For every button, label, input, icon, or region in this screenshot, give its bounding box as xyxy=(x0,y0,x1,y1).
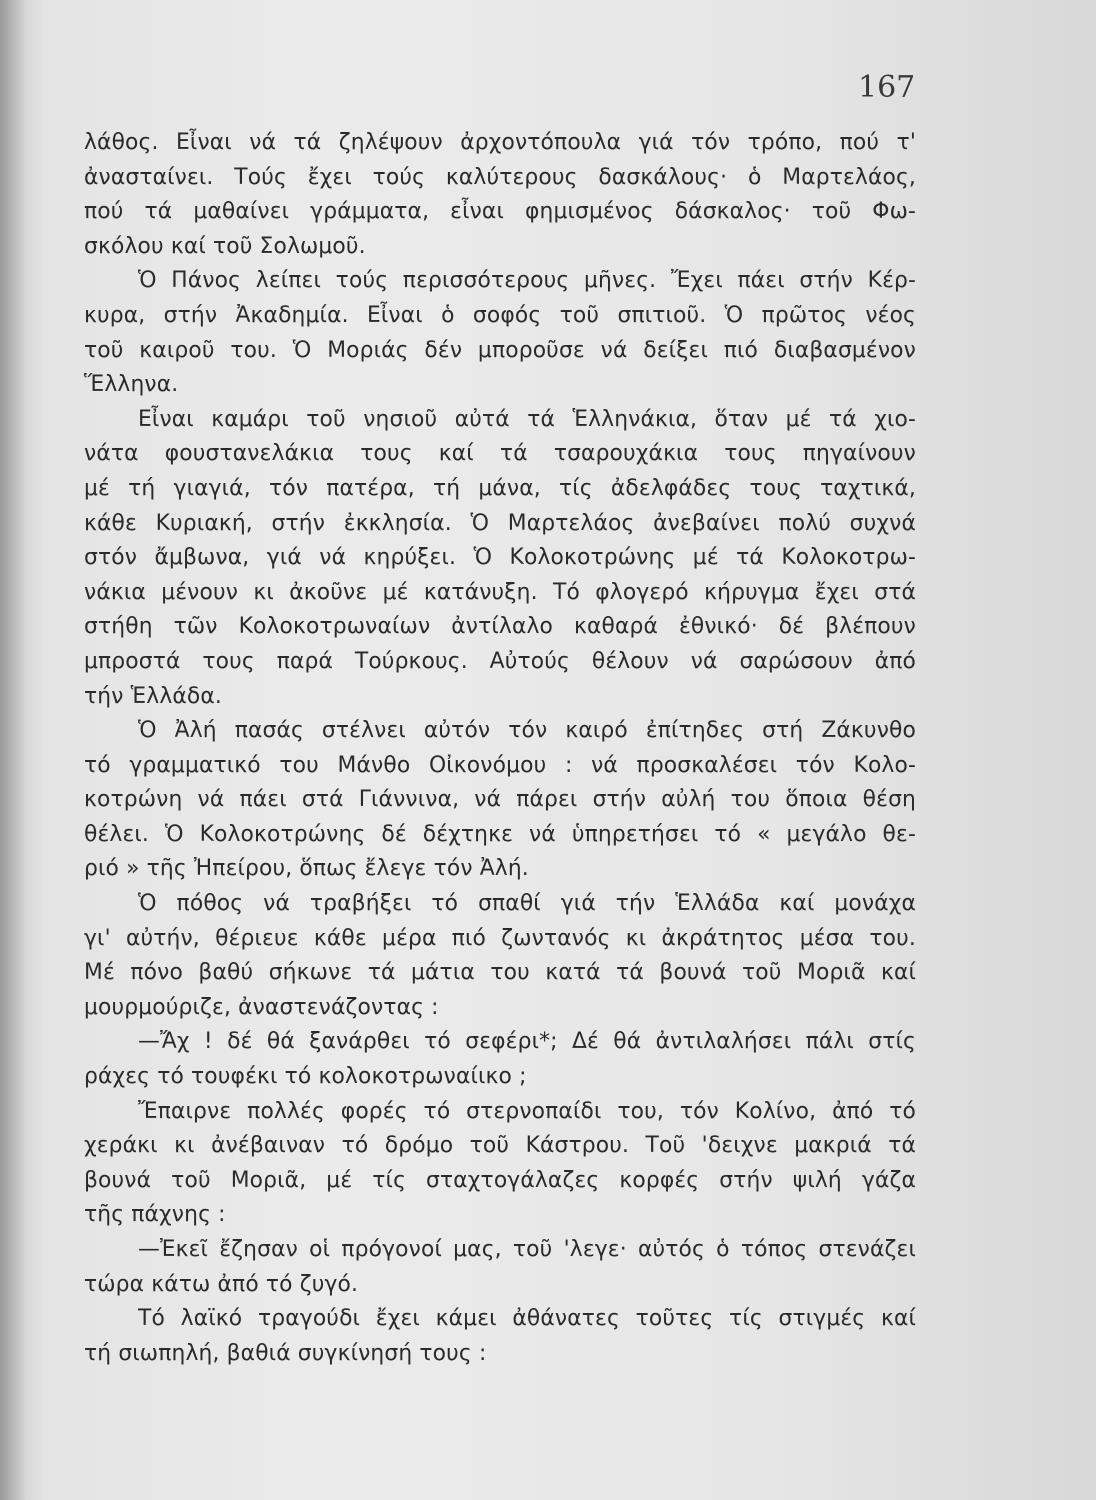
text-line: τή σιωπηλή, βαθιά συγκίνησή τους : xyxy=(84,1340,487,1366)
text-line: ριό » τῆς Ἠπείρου, ὅπως ἔλεγε τόν Ἀλή. xyxy=(84,856,529,882)
text-line: κάθε Κυριακή, στήν ἐκκλησία. Ὁ Μαρτελάος ἀνεβαίνει πολύ συχνά xyxy=(84,510,916,536)
text-line: Μέ πόνο βαθύ σήκωνε τά μάτια του κατά τά βουνά τοῦ Μοριᾶ καί xyxy=(84,960,916,986)
text-line: τῆς πάχνης : xyxy=(84,1202,226,1228)
text-line: ράχες τό τουφέκι τό κολοκοτρωναίικο ; xyxy=(84,1064,527,1090)
text-line: γι' αὐτήν, θέριευε κάθε μέρα πιό ζωντανός κι ἀκράτητος μέσα του. xyxy=(84,925,916,951)
page-number: 167 xyxy=(858,70,916,105)
text-line: Ὁ πόθος νά τραβήξει τό σπαθί γιά τήν Ἑλλάδα καί μονάχα xyxy=(138,891,916,917)
text-line: λάθος. Εἶναι νά τά ζηλέψουν ἀρχοντόπουλα γιά τόν τρόπο, πού τ' xyxy=(84,130,916,155)
text-line: στόν ἄμβωνα, γιά νά κηρύξει. Ὁ Κολοκοτρώνης μέ τά Κολοκοτρω- xyxy=(84,545,916,571)
text-line: κυρα, στήν Ἀκαδημία. Εἶναι ὁ σοφός τοῦ σπιτιοῦ. Ὁ πρῶτος νέος xyxy=(84,302,916,328)
text-line: πού τά μαθαίνει γράμματα, εἶναι φημισμένος δάσκαλος· τοῦ Φω- xyxy=(84,199,916,225)
text-line: —Ἄχ ! δέ θά ξανάρθει τό σεφέρι*; Δέ θά ἀντιλαλήσει πάλι στίς xyxy=(138,1029,916,1055)
text-line: τήν Ἑλλάδα. xyxy=(84,683,222,709)
text-line: νάκια μένουν κι ἀκοῦνε μέ κατάνυξη. Τό φλογερό κήρυγμα ἔχει στά xyxy=(84,579,916,605)
text-line: ἀνασταίνει. Τούς ἔχει τούς καλύτερους δασκάλους· ὁ Μαρτελάος, xyxy=(84,164,916,190)
text-line: θέλει. Ὁ Κολοκοτρώνης δέ δέχτηκε νά ὑπηρετήσει τό « μεγάλο θε- xyxy=(84,821,916,847)
text-line: Ὁ Πάνος λείπει τούς περισσότερους μῆνες. Ἔχει πάει στήν Κέρ- xyxy=(138,268,916,294)
text-line: Ὁ Ἀλή πασάς στέλνει αὐτόν τόν καιρό ἐπίτηδες στή Ζάκυνθο xyxy=(138,718,916,744)
body-text xyxy=(84,126,916,1371)
text-line: κοτρώνη νά πάει στά Γιάννινα, νά πάρει στήν αὐλή του ὅποια θέση xyxy=(84,787,916,813)
text-line: στήθη τῶν Κολοκοτρωναίων ἀντίλαλο καθαρά ἐθνικό· δέ βλέπουν xyxy=(84,614,916,640)
text-line: χεράκι κι ἀνέβαιναν τό δρόμο τοῦ Κάστρου. Τοῦ 'δειχνε μακριά τά xyxy=(84,1133,916,1159)
text-line: μουρμούριζε, ἀναστενάζοντας : xyxy=(84,994,439,1020)
text-line: μπροστά τους παρά Τούρκους. Αὐτούς θέλουν νά σαρώσουν ἀπό xyxy=(84,648,916,674)
text-line: βουνά τοῦ Μοριᾶ, μέ τίς σταχτογάλαζες κορφές στήν ψιλή γάζα xyxy=(84,1167,916,1193)
text-line: Ἔπαιρνε πολλές φορές τό στερνοπαίδι του, τόν Κολίνο, ἀπό τό xyxy=(138,1098,916,1124)
text-line: —Ἐκεῖ ἔζησαν οἱ πρόγονοί μας, τοῦ 'λεγε· αὐτός ὁ τόπος στενάζει xyxy=(138,1237,916,1262)
text-line: σκόλου καί τοῦ Σολωμοῦ. xyxy=(84,233,366,259)
text-line: Ἕλληνα. xyxy=(84,372,179,398)
page-gutter-shadow xyxy=(0,0,26,1500)
text-line: Εἶναι καμάρι τοῦ νησιοῦ αὐτά τά Ἑλληνάκια, ὅταν μέ τά χιο- xyxy=(138,406,916,432)
text-line: τώρα κάτω ἀπό τό ζυγό. xyxy=(84,1271,359,1297)
text-line: μέ τή γιαγιά, τόν πατέρα, τή μάνα, τίς ἀδελφάδες τους ταχτικά, xyxy=(84,475,916,501)
text-line: Τό λαϊκό τραγούδι ἔχει κάμει ἀθάνατες τοῦτες τίς στιγμές καί xyxy=(138,1306,916,1332)
text-line: τοῦ καιροῦ του. Ὁ Μοριάς δέν μποροῦσε νά δείξει πιό διαβασμένον xyxy=(84,337,916,363)
text-line: τό γραμματικό του Μάνθο Οἰκονόμου : νά προσκαλέσει τόν Κολο- xyxy=(84,752,916,778)
text-line: νάτα φουστανελάκια τους καί τά τσαρουχάκια τους πηγαίνουν xyxy=(84,441,916,467)
